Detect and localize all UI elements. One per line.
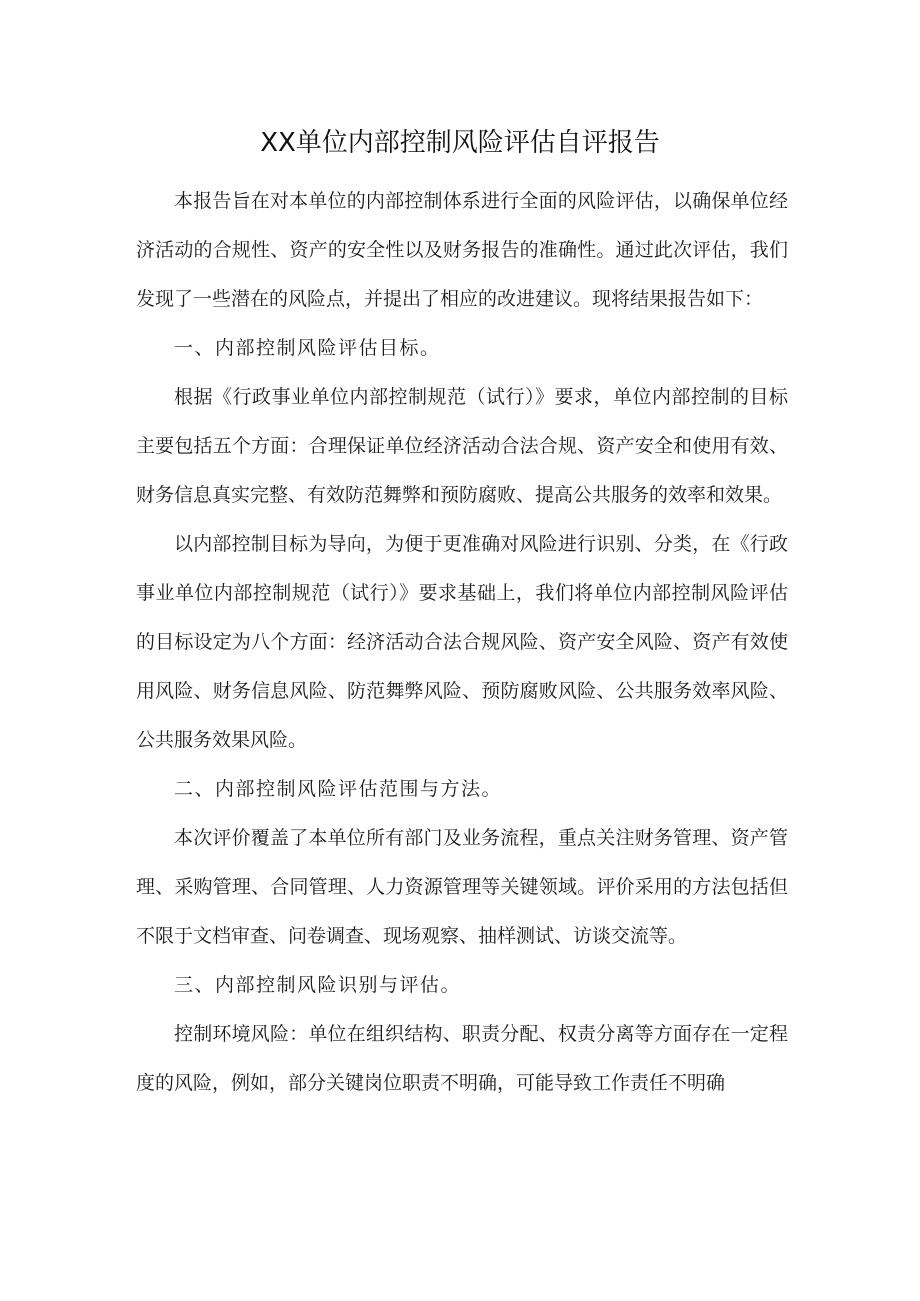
section-heading-objectives: 一、内部控制风险评估目标。 [174,337,441,359]
document-title: XX单位内部控制风险评估自评报告 [260,128,660,158]
section-heading-scope-methods: 二、内部控制风险评估范围与方法。 [174,778,503,800]
section-heading-risk-identification: 三、内部控制风险识别与评估。 [174,974,462,996]
scope-methods-paragraph: 本次评价覆盖了本单位所有部门及业务流程，重点关注财务管理、资产管理、采购管理、合同管理、人力资源管理等关键领域。评价采用的方法包括但不限于文档审查、问卷调查、现场观察、抽样测试、访谈交流等。 [136,827,788,947]
control-environment-paragraph: 控制环境风险：单位在组织结构、职责分配、权责分离等方面存在一定程度的风险，例如，部分关键岗位职责不明确，可能导致工作责任不明确 [136,1023,788,1094]
intro-paragraph: 本报告旨在对本单位的内部控制体系进行全面的风险评估，以确保单位经济活动的合规性、资产的安全性以及财务报告的准确性。通过此次评估，我们发现了一些潜在的风险点，并提出了相应的改进建议。现将结果报告如下： [136,190,788,310]
objectives-paragraph: 根据《行政事业单位内部控制规范（试行）》要求，单位内部控制的目标主要包括五个方面：合理保证单位经济活动合法合规、资产安全和使用有效、财务信息真实完整、有效防范舞弊和预防腐败、提高公共服务的效率和效果。 [136,386,788,506]
risk-objectives-paragraph: 以内部控制目标为导向，为便于更准确对风险进行识别、分类，在《行政事业单位内部控制规范（试行）》要求基础上，我们将单位内部控制风险评估的目标设定为八个方面：经济活动合法合规风险、资产安全风险、资产有效使用风险、财务信息风险、防范舞弊风险、预防腐败风险、公共服务效率风险、公共服务效果风险。 [136,533,788,751]
document-body [136,177,788,1108]
